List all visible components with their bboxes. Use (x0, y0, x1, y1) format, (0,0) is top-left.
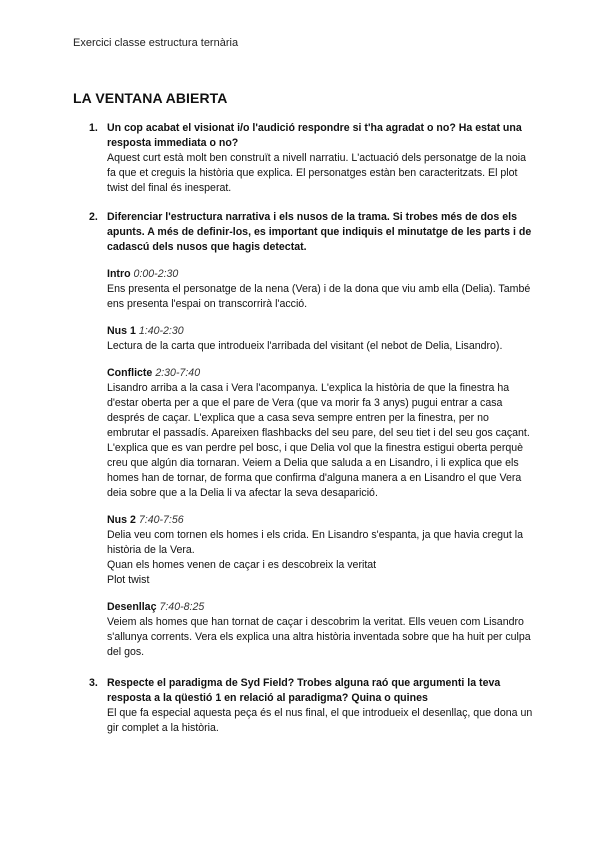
question-item (73, 676, 533, 736)
section-heading: Conflicte (107, 367, 153, 379)
question-number: 3. (89, 677, 98, 689)
section-nus-2 (107, 513, 533, 588)
question-text: Un cop acabat el visionat i/o l'audició respondre si t'ha agradat o no? Ha estat una resposta immediata o no? (107, 122, 522, 149)
section-time: 2:30-7:40 (155, 367, 201, 379)
section-nus-1 (107, 324, 533, 354)
section-desenllac (107, 600, 533, 660)
answer-text: El que fa especial aquesta peça és el nus final, el que introdueix el desenllaç, que dona un gir complet a la història. (107, 707, 533, 734)
section-time: 7:40-8:25 (159, 601, 205, 613)
section-heading: Desenllaç (107, 601, 157, 613)
section-time: 0:00-2:30 (133, 268, 179, 280)
section-intro (107, 267, 533, 312)
question-text: Diferenciar l'estructura narrativa i els nusos de la trama. Si trobes més de dos els apunts. A més de definir-los, es important que indiquis el minutatge de les parts i de cadascú dels nusos que hagis detectat. (107, 211, 532, 253)
question-number: 2. (89, 211, 98, 223)
section-heading: Intro (107, 268, 131, 280)
question-item (73, 121, 533, 196)
question-text: Respecte el paradigma de Syd Field? Trobes alguna raó que argumenti la teva resposta a la qüestió 1 en relació al paradigma? Quina o quines (107, 677, 501, 704)
section-heading: Nus 1 (107, 325, 136, 337)
section-conflicte (107, 366, 533, 501)
question-number: 1. (89, 122, 98, 134)
section-text: Veiem als homes que han tornat de caçar i descobrim la veritat. Ells veuen com Lisandro s'allunya corrents. Vera els explica una altra història inventada sobre que ha huit per culpa del gos. (107, 616, 531, 658)
section-time: 7:40-7:56 (138, 514, 184, 526)
section-text: Delia veu com tornen els homes i els crida. En Lisandro s'espanta, ja que havia cregut la història de la Vera. (107, 529, 523, 556)
section-text: Lectura de la carta que introdueix l'arribada del visitant (el nebot de Delia, Lisandro). (107, 340, 503, 352)
section-text: Plot twist (107, 574, 150, 586)
answer-text: Aquest curt està molt ben construït a nivell narratiu. L'actuació dels personatge de la noia fa que et creguis la història que explica. El personatges estàn ben caracteritzats. El plot twist del final és inesperat. (107, 152, 526, 194)
section-text: Ens presenta el personatge de la nena (Vera) i de la dona que viu amb ella (Delia). També ens presenta l'espai on transcorrirà l'acció. (107, 283, 531, 310)
question-item (73, 210, 533, 660)
section-time: 1:40-2:30 (138, 325, 184, 337)
section-heading: Nus 2 (107, 514, 136, 526)
question-list (73, 121, 533, 750)
section-text: Lisandro arriba a la casa i Vera l'acompanya. L'explica la història de que la finestra ha d'estar oberta per a que el pare de Vera (que va morir fa 3 anys) pugui entrar a casa després de caçar. L'explica que a casa seva sempre entren per la finestra, per no embrutar el passadís. Apareixen flashbacks del seu pare, del seu tiet i del seu gos caçant. L'explica que es van perdre pel bosc, i que Delia vol que la finestra estigui oberta perquè creu que algún dia tornaran. Veiem a Delia que saluda a en Lisandro, i li explica que els homes han de tornar, de forma que confirma d'alguna manera a en Lisandro el que Vera deia sobre que a la Delia li va afectar la seva desaparició. (107, 382, 530, 499)
page-header: Exercici classe estructura ternària (73, 37, 239, 49)
document-title: LA VENTANA ABIERTA (73, 90, 228, 106)
section-text: Quan els homes venen de caçar i es descobreix la veritat (107, 559, 377, 571)
